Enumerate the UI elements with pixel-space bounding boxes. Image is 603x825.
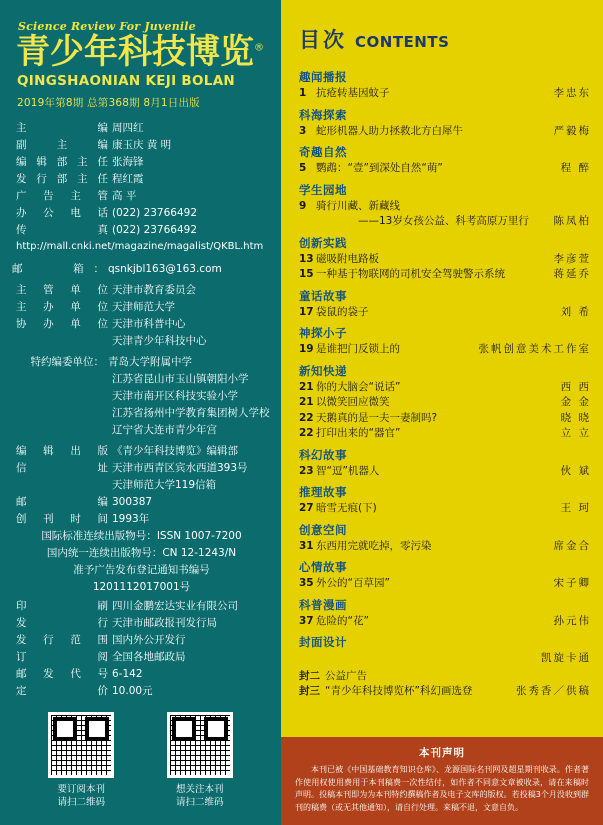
- qr-code-icon[interactable]: [167, 712, 233, 778]
- section-heading: 趣闻播报: [299, 70, 347, 84]
- colophon-label: 发行部主任: [16, 172, 108, 185]
- entry-title: 抗疮转基因蚊子: [316, 87, 390, 99]
- colophon-value: 天津市邮政报刊发行局: [112, 616, 217, 629]
- issn-label: 国际标准连续出版物号: [41, 529, 147, 542]
- colophon-label: 主 编: [16, 121, 108, 134]
- colophon-row: [16, 188, 271, 205]
- qr-follow[interactable]: [167, 712, 233, 809]
- statement-text: 本刊已被《中国基础教育知识仓库》、龙源国际名刊网及超星期刊收录。作者著作使用权使用费用于本刊稿费一次性结付，如作者不同意文章被收录，请在来稿时声明。投稿本刊即为为本刊特约撰稿作者及电子文库的版权。若投稿3个月没收到群刊的稿费（或无其他通知），请自行处理。来稿不退，文意自负。: [295, 765, 589, 812]
- toc-entry[interactable]: [299, 86, 591, 102]
- cn-label: 国内统一连续出版物号: [46, 546, 152, 559]
- tagline-english: Science Review For Juvenile: [18, 20, 196, 33]
- entry-author: 陈凤柏: [553, 215, 591, 227]
- colophon-row: [16, 477, 271, 494]
- qr-caption-line2: 请扫二维码: [175, 797, 224, 808]
- logo-pinyin: QINGSHAONIAN KEJI BOLAN: [17, 72, 236, 89]
- statement-title: 本刊声明: [419, 747, 465, 759]
- colophon-label: 邮 发 代 号: [16, 667, 108, 680]
- entry-page: 27: [299, 502, 314, 514]
- colophon-value: 周四红: [112, 121, 144, 134]
- colophon-value: 康玉庆 黄 明: [112, 138, 172, 151]
- section-heading: 科海探索: [299, 107, 347, 122]
- colophon-row: [16, 598, 271, 615]
- section-heading: 奇趣自然: [299, 145, 347, 159]
- toc-entry-cover[interactable]: [299, 684, 591, 700]
- qr-caption-line1: 想关注本刊: [175, 784, 224, 795]
- email-label: 邮 箱：: [12, 262, 104, 275]
- colophon-value: 国内外公开发行: [112, 633, 186, 646]
- entry-page: 22: [299, 411, 314, 424]
- entry-author: 孙元伟: [553, 614, 591, 627]
- colophon-label: 协 办 单 位: [16, 317, 108, 330]
- entry-title: 东西用完就吃掉，零污染: [316, 539, 432, 552]
- colophon-row: [16, 494, 271, 511]
- entry-page: 19: [299, 343, 314, 355]
- colophon-value: 天津师范大学119信箱: [112, 478, 217, 491]
- colophon-label: 印 刷: [16, 599, 108, 612]
- colophon-row: [16, 443, 271, 460]
- colophon-value: 《青少年科技博览》编辑部: [112, 444, 238, 457]
- cn-number-line: 国内统一连续出版物号：CN 12-1243/N: [46, 546, 237, 559]
- qr-subscribe[interactable]: [48, 712, 114, 809]
- section-heading: 科幻故事: [299, 447, 347, 462]
- entry-author: 金 金: [560, 396, 591, 408]
- colophon-label: 副 主 编: [16, 138, 108, 151]
- entry-title: ——13岁女孩公益、科考高原万里行: [358, 215, 529, 227]
- colophon-block-3: [12, 443, 271, 528]
- qr-caption-line1: 要订阅本刊: [57, 784, 105, 795]
- colophon-label: 编 辑 出 版: [16, 444, 108, 457]
- colophon-row: [16, 171, 271, 188]
- qr-code-icon[interactable]: [48, 712, 114, 778]
- entry-author: 张秀香／供稿: [516, 685, 591, 697]
- entry-author: 张帆创意美术工作室: [478, 343, 591, 355]
- toc-entry[interactable]: [299, 464, 591, 480]
- colophon-row: [16, 615, 271, 632]
- colophon-block-4: [12, 598, 271, 700]
- toc-entry[interactable]: [299, 124, 591, 140]
- colophon-block-1: [12, 120, 271, 239]
- toc-entry[interactable]: [299, 539, 591, 555]
- toc-entry[interactable]: [299, 501, 591, 517]
- entry-page: 封三: [299, 685, 320, 697]
- toc-entry[interactable]: [299, 426, 591, 442]
- special-editor-item: 辽宁省大连市青少年宫: [112, 423, 217, 436]
- colophon-row: [16, 205, 271, 222]
- email-value[interactable]: qsnkjbl163@163.com: [108, 262, 222, 275]
- entry-title: 以微笑回应微笑: [316, 396, 390, 408]
- colophon-label: 主 办 单 位: [16, 300, 108, 313]
- contents-title-cn: 目次: [299, 28, 347, 52]
- colophon-row: [16, 649, 271, 666]
- colophon-value: 天津市科普中心: [112, 317, 186, 330]
- entry-page: 1: [299, 87, 307, 99]
- entry-page: 21: [299, 396, 314, 408]
- contents-title: [281, 0, 603, 64]
- masthead-colophon-panel: [0, 0, 281, 825]
- toc-entry[interactable]: [299, 576, 591, 592]
- section-heading: 封面设计: [299, 635, 347, 649]
- entry-page: 37: [299, 614, 314, 627]
- website-url[interactable]: http://mall.cnki.net/magazine/magalist/QKBL.htm: [16, 240, 264, 252]
- colophon-row: [16, 154, 271, 171]
- entry-page: 22: [299, 427, 314, 439]
- colophon-value: (022) 23766492: [112, 206, 198, 219]
- colophon-value: 300387: [112, 495, 153, 508]
- special-editor-item: 青岛大学附属中学: [108, 355, 192, 368]
- colophon-row: [16, 666, 271, 683]
- entry-title: 骑行川藏、新藏线: [316, 199, 400, 212]
- entry-page: 5: [299, 162, 307, 174]
- colophon-row: [16, 222, 271, 239]
- colophon-label: 邮 编: [16, 495, 108, 508]
- colophon-row: [16, 511, 271, 528]
- entry-author: 西 西: [560, 380, 591, 393]
- colophon-value: 张海锋: [112, 155, 144, 168]
- colophon-value: 1993年: [112, 512, 150, 525]
- toc-entry[interactable]: [299, 395, 591, 411]
- entry-title: 外公的“百草园”: [316, 577, 390, 589]
- colophon-value: 全国各地邮政局: [112, 650, 186, 663]
- colophon-row: [16, 316, 271, 333]
- entry-page: 17: [299, 305, 314, 318]
- entry-author: 席金合: [553, 539, 591, 552]
- entry-author: 晓 晓: [560, 411, 591, 424]
- cn-value: CN 12-1243/N: [162, 546, 237, 559]
- toc-entry[interactable]: [299, 380, 591, 396]
- qr-caption-line2: 请扫二维码: [57, 797, 105, 808]
- ad-license-value: 1201112017001号: [92, 580, 191, 593]
- colophon-row: [16, 460, 271, 477]
- toc-entry[interactable]: [299, 252, 591, 268]
- toc-entry[interactable]: [299, 161, 591, 177]
- entry-author: 立 立: [560, 427, 591, 439]
- qr-code-section: [0, 712, 281, 809]
- journal-statement: [281, 737, 603, 825]
- toc-entry[interactable]: [299, 411, 591, 427]
- entry-author: 刘 希: [560, 305, 591, 318]
- section-heading: 新知快递: [299, 363, 347, 378]
- entry-page: 9: [299, 199, 307, 212]
- colophon-row: [16, 299, 271, 316]
- magazine-logo: [16, 32, 271, 72]
- issn-value: ISSN 1007-7200: [156, 529, 242, 542]
- colophon-row: [16, 333, 271, 350]
- entry-author: 伙 斌: [560, 464, 591, 477]
- contents-title-en: CONTENTS: [355, 33, 450, 51]
- colophon-value: (022) 23766492: [112, 223, 198, 236]
- entry-page: 35: [299, 577, 314, 589]
- colophon-value: 6-142: [112, 667, 143, 680]
- colophon-label: 发 行: [16, 616, 108, 629]
- toc-entry[interactable]: [299, 651, 591, 667]
- special-editor-item: 江苏省扬州中学教育集团树人学校: [112, 406, 270, 419]
- toc-entry-sub[interactable]: [299, 214, 591, 230]
- entry-author: 程 醉: [560, 162, 591, 174]
- entry-title: 打印出来的“器官”: [316, 427, 401, 439]
- colophon-value: 天津青少年科技中心: [112, 334, 207, 347]
- entry-title: 危险的“花”: [316, 614, 369, 627]
- entry-author: 王 珂: [560, 502, 591, 514]
- colophon-label: 订 阅: [16, 650, 108, 663]
- colophon-label: 发 行 范 围: [16, 633, 108, 646]
- email-row: [12, 261, 271, 278]
- section-heading: 学生园地: [299, 182, 347, 197]
- colophon-label: 广告主管: [16, 189, 108, 202]
- colophon-value: 高 平: [112, 189, 137, 202]
- special-editors-row: [12, 354, 271, 371]
- toc-entry[interactable]: [299, 342, 591, 358]
- entry-author: 凯旋卡通: [541, 652, 591, 664]
- entry-page: 封二: [299, 669, 320, 682]
- toc-entry-cover[interactable]: [299, 669, 591, 685]
- section-heading: 科普漫画: [299, 597, 347, 612]
- colophon-value: 天津师范大学: [112, 300, 175, 313]
- entry-author: 李彦萱: [553, 252, 591, 265]
- entry-title: 袋鼠的袋子: [316, 305, 369, 318]
- special-editors-label: 特约编委单位：: [30, 355, 104, 368]
- section-heading: 创意空间: [299, 522, 347, 537]
- issn-line: 国际标准连续出版物号：ISSN 1007-7200: [41, 529, 242, 542]
- special-editor-item: 江苏省昆山市玉山镇朝阳小学: [112, 372, 249, 385]
- ad-license-label: 准予广告发布登记通知书编号: [73, 563, 210, 576]
- entry-page: 31: [299, 539, 314, 552]
- section-heading: 神探小子: [299, 326, 347, 340]
- contents-list: [281, 69, 603, 700]
- entry-title: 公益广告: [325, 669, 367, 682]
- colophon-value: 程红霞: [112, 172, 144, 185]
- registered-mark-icon: ®: [254, 42, 264, 54]
- entry-title: 暗雪无痕(下): [316, 502, 377, 514]
- toc-entry[interactable]: [299, 614, 591, 630]
- entry-title: 天鹅真的是一夫一妻制吗?: [316, 411, 438, 424]
- toc-entry[interactable]: [299, 267, 591, 283]
- issue-line: 2019年第8期 总第368期 8月1日出版: [17, 96, 200, 109]
- entry-page: 21: [299, 380, 314, 393]
- entry-title: 鹦鹉：“壹”到深处自然“萌”: [316, 162, 443, 174]
- colophon-label: 传 真: [16, 223, 108, 236]
- colophon-row: [16, 632, 271, 649]
- colophon-label: 办 公 电 话: [16, 206, 108, 219]
- section-heading: 推理故事: [299, 485, 347, 499]
- entry-page: 15: [299, 268, 314, 280]
- entry-title: 蛇形机器人助力拯救北方白犀牛: [316, 124, 463, 137]
- entry-page: 3: [299, 124, 307, 137]
- colophon-label: 定 价: [16, 684, 108, 697]
- contents-panel: [281, 0, 603, 825]
- entry-author: 严毅梅: [553, 124, 591, 137]
- entry-title: 你的大脑会“说话”: [316, 380, 401, 393]
- entry-page: 13: [299, 252, 314, 265]
- colophon-row: [16, 137, 271, 154]
- entry-author: 宋子卿: [553, 577, 591, 589]
- section-heading: 童话故事: [299, 288, 347, 303]
- colophon-label: 编辑部主任: [16, 155, 108, 168]
- colophon-label: 主 管 单 位: [16, 283, 108, 296]
- entry-title: 智“逗”机器人: [316, 464, 380, 477]
- colophon-row: [16, 683, 271, 700]
- colophon-value: 四川金鹏宏达实业有限公司: [112, 599, 238, 612]
- toc-entry[interactable]: [299, 199, 591, 215]
- colophon-value: 天津市西青区宾水西道393号: [112, 461, 248, 474]
- entry-page: 23: [299, 464, 314, 477]
- entry-author: 蒋延乔: [553, 268, 591, 280]
- colophon-label: 信 址: [16, 461, 108, 474]
- entry-author: 李忠东: [553, 87, 591, 99]
- toc-entry[interactable]: [299, 305, 591, 321]
- colophon-block-2: [12, 282, 271, 350]
- entry-title: 是谁把门反锁上的: [316, 343, 400, 355]
- colophon-value: 10.00元: [112, 684, 153, 697]
- section-heading: 创新实践: [299, 235, 347, 250]
- entry-title: 一种基于物联网的司机安全驾驶警示系统: [316, 268, 505, 280]
- section-heading: 心情故事: [299, 560, 347, 574]
- entry-title: “青少年科技博览杯”科幻画选登: [325, 685, 473, 697]
- colophon-label: 创 刊 时 间: [16, 512, 108, 525]
- entry-title: 磁吸附电路板: [316, 252, 379, 265]
- colophon-row: [16, 282, 271, 299]
- colophon-value: 天津市教育委员会: [112, 283, 196, 296]
- colophon-row: [16, 120, 271, 137]
- logo-text: 青少年科技博览: [16, 32, 254, 72]
- special-editor-item: 天津市南开区科技实验小学: [112, 389, 238, 402]
